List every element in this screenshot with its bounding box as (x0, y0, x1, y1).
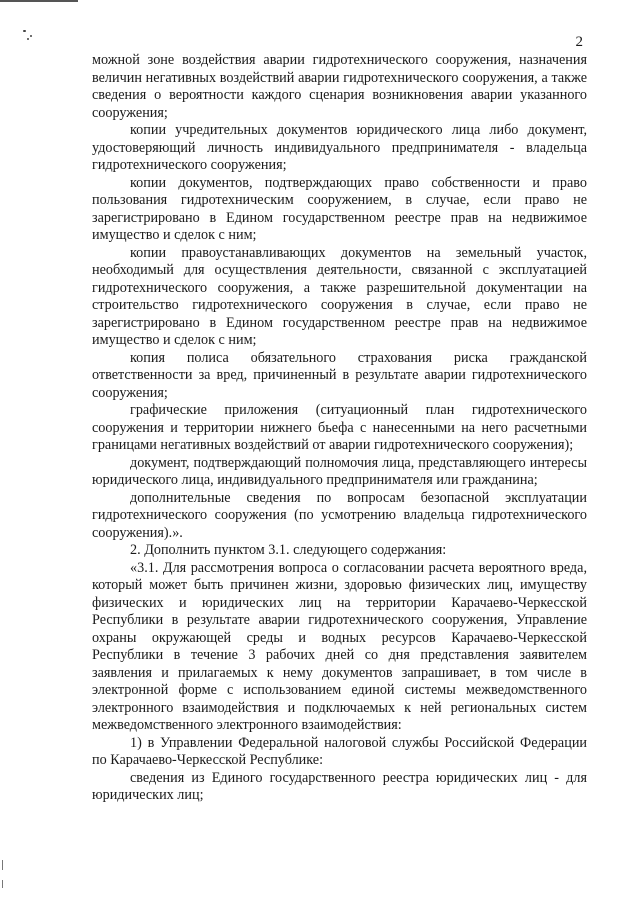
paragraph: сведения из Единого государственного реестра юридических лиц - для юридических лиц; (92, 769, 587, 803)
scan-artifact-speck (27, 38, 29, 40)
paragraph: копии учредительных документов юридического лица либо документ, удостоверяющий личность индивидуального предпринимателя - владельца гидротехнического сооружения; (92, 122, 587, 173)
paragraph: документ, подтверждающий полномочия лица, представляющего интересы юридического лица, индивидуального предпринимателя или гражданина; (92, 454, 587, 488)
paragraph: «3.1. Для рассмотрения вопроса о согласовании расчета вероятного вреда, который может быть причинен жизни, здоровью физических лиц, имуществу физических и юридических лиц на территории Карачаево-Черкесской Республики в результате аварии гидротехнического сооружения, Управление охраны окружающей среды и водных ресурсов Карачаево-Черкесской Республики в течение 3 рабочих дней со дня представления заявителем заявления и прилагаемых к нему документов запрашивает, в том числе в электронной форме с использованием единой системы межведомственного электронного взаимодействия и подключаемых к ней региональных систем межведомственного электронного взаимодействия: (92, 559, 587, 733)
paragraph: можной зоне воздействия аварии гидротехнического сооружения, назначения величин негативных воздействий аварии гидротехнического сооружения, а также сведения о вероятности каждого сценария возникновения аварии указанного сооружения; (92, 52, 587, 121)
paragraph: 1) в Управлении Федеральной налоговой службы Российской Федерации по Карачаево-Черкесской Республике: (92, 734, 587, 768)
document-body (92, 52, 587, 805)
page-number: 2 (575, 34, 583, 50)
scan-artifact-speck (30, 35, 32, 37)
scan-artifact-speck (23, 30, 26, 32)
paragraph: копии правоустанавливающих документов на земельный участок, необходимый для осуществления деятельности, связанной с эксплуатацией гидротехнического сооружения, а также разрешительной документации на строительство гидротехнического сооружения в случае, если право не зарегистрировано в Едином государственном реестре прав на недвижимое имущество и сделок с ним; (92, 244, 587, 348)
paragraph: дополнительные сведения по вопросам безопасной эксплуатации гидротехнического сооружения (по усмотрению владельца гидротехнического сооружения).». (92, 489, 587, 541)
paragraph: копии документов, подтверждающих право собственности и право пользования гидротехническим сооружением, в случае, если право не зарегистрировано в Едином государственном реестре прав на недвижимое имущество и сделок с ним; (92, 174, 587, 243)
paragraph: 2. Дополнить пунктом 3.1. следующего содержания: (130, 542, 447, 558)
scan-artifact-line (0, 0, 78, 2)
scan-artifact-edge (2, 860, 3, 870)
scan-artifact-edge (2, 880, 3, 888)
paragraph: графические приложения (ситуационный план гидротехнического сооружения и территории нижнего бьефа с нанесенными на него расчетными границами негативных воздействий от аварии гидротехнического сооружения); (92, 402, 587, 453)
paragraph: копия полиса обязательного страхования риска гражданской ответственности за вред, причиненный в результате аварии гидротехнического сооружения; (92, 349, 587, 401)
